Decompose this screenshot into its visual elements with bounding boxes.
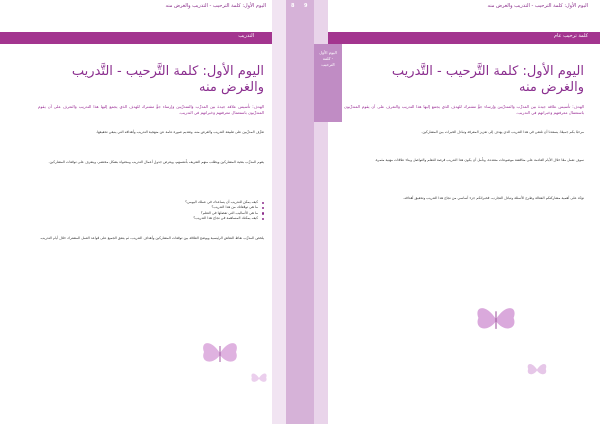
right-page-number: 9: [304, 3, 308, 9]
butterfly-icon: [474, 300, 518, 338]
butterfly-icon: [200, 336, 240, 370]
right-intro: الهدف: تأسيس علاقة جيدة بين المدرِّب والمتدرِّبين وإرساء جوٍّ مشترك للهدف الذي يجمع إليها هذا التدريب والتعرف على أن يقوم المتدرِّبون باستعمال معرفتهم وخبراتهم في التدريب.: [344, 104, 584, 115]
right-band: [328, 32, 600, 44]
center-gutter: [286, 0, 314, 424]
right-header: [314, 0, 600, 16]
left-page: [0, 0, 286, 424]
right-band-label: كلمة ترحيب عام: [553, 33, 588, 39]
left-header: [0, 0, 286, 16]
section-tab-label: اليوم الأول - كلمة الترحيب: [319, 50, 337, 67]
left-paragraph-1: تعرِّف المدرِّبين على طبيعة التدريب والغرض منه، وتقديم صورة عامة عن منهجية التدريب وأهدافه التي ينبغي تحقيقها.: [96, 130, 264, 134]
list-item: ما هي الأساليب التي تفضلها في التعلم؟: [64, 211, 264, 216]
left-intro: الهدف: تأسيس علاقة جيدة بين المدرِّب والمتدرِّبين وإرساء جوٍّ مشترك للهدف الذي يجمع إليها هذا التدريب والتعرف على أن يقوم المتدرِّبون باستعمال معرفتهم وخبراتهم في التدريب.: [38, 104, 264, 115]
list-item: كيف يمكن للتدريب أن يساعدك في عملك اليومي؟: [64, 200, 264, 205]
list-item: ما هي توقعاتك من هذا التدريب؟: [64, 205, 264, 210]
right-paragraph-3: نؤكد على أهمية مشاركتكم الفعالة وطرح الأسئلة وتبادل التجارب، فخبراتكم جزء أساسي من نجاح هذا التدريب وتحقيق أهدافه.: [403, 196, 584, 200]
left-band: [0, 32, 272, 44]
left-page-title: اليوم الأول: كلمة التَّرحيب - التَّدريب والغرض منه: [71, 64, 264, 95]
left-band-label: التدريب: [238, 33, 254, 39]
left-closing-paragraph: يلخص المدرِّب نقاط النقاش الرئيسية ويوضح العلاقة بين توقعات المشاركين وأهداف التدريب، ثم يتفق الجميع على قواعد العمل المشترك خلال أيام التدريب.: [39, 236, 264, 240]
right-running-head: اليوم الأول: كلمة الترحيب - التدريب والغرض منه: [487, 3, 588, 9]
left-bullet-list: [64, 200, 264, 222]
section-tab: [314, 44, 342, 122]
butterfly-icon: [250, 370, 268, 386]
right-paragraph-2: سوف نعمل معًا خلال الأيام القادمة على مناقشة موضوعات متعددة، ونأمل أن يكون هذا التدريب فرصة للتعلم والتواصل وبناء علاقات مهنية مثمرة.: [374, 158, 584, 162]
butterfly-icon: [526, 360, 548, 379]
right-paragraph-1: مرحبًا بكم جميعًا. يسعدنا أن نلتقي في هذا التدريب الذي يهدف إلى تعزيز المعرفة وتبادل الخبرات بين المشاركين.: [421, 130, 584, 134]
left-paragraph-2: يقوم المدرِّب بتحية المشاركين ويطلب منهم التعريف بأنفسهم، ويعرض جدول أعمال التدريب ومحتواه بشكل مختصر، ويتعرف على توقعات المشاركين.: [48, 160, 264, 164]
left-running-head: اليوم الأول: كلمة الترحيب - التدريب والغرض منه: [165, 3, 266, 9]
list-item: كيف يمكنك المساهمة في نجاح هذا التدريب؟: [64, 216, 264, 221]
left-page-edge: [272, 0, 286, 424]
right-page-title: اليوم الأول: كلمة التَّرحيب - التَّدريب والغرض منه: [391, 64, 584, 95]
right-page: [314, 0, 600, 424]
left-page-number: 8: [291, 3, 295, 9]
